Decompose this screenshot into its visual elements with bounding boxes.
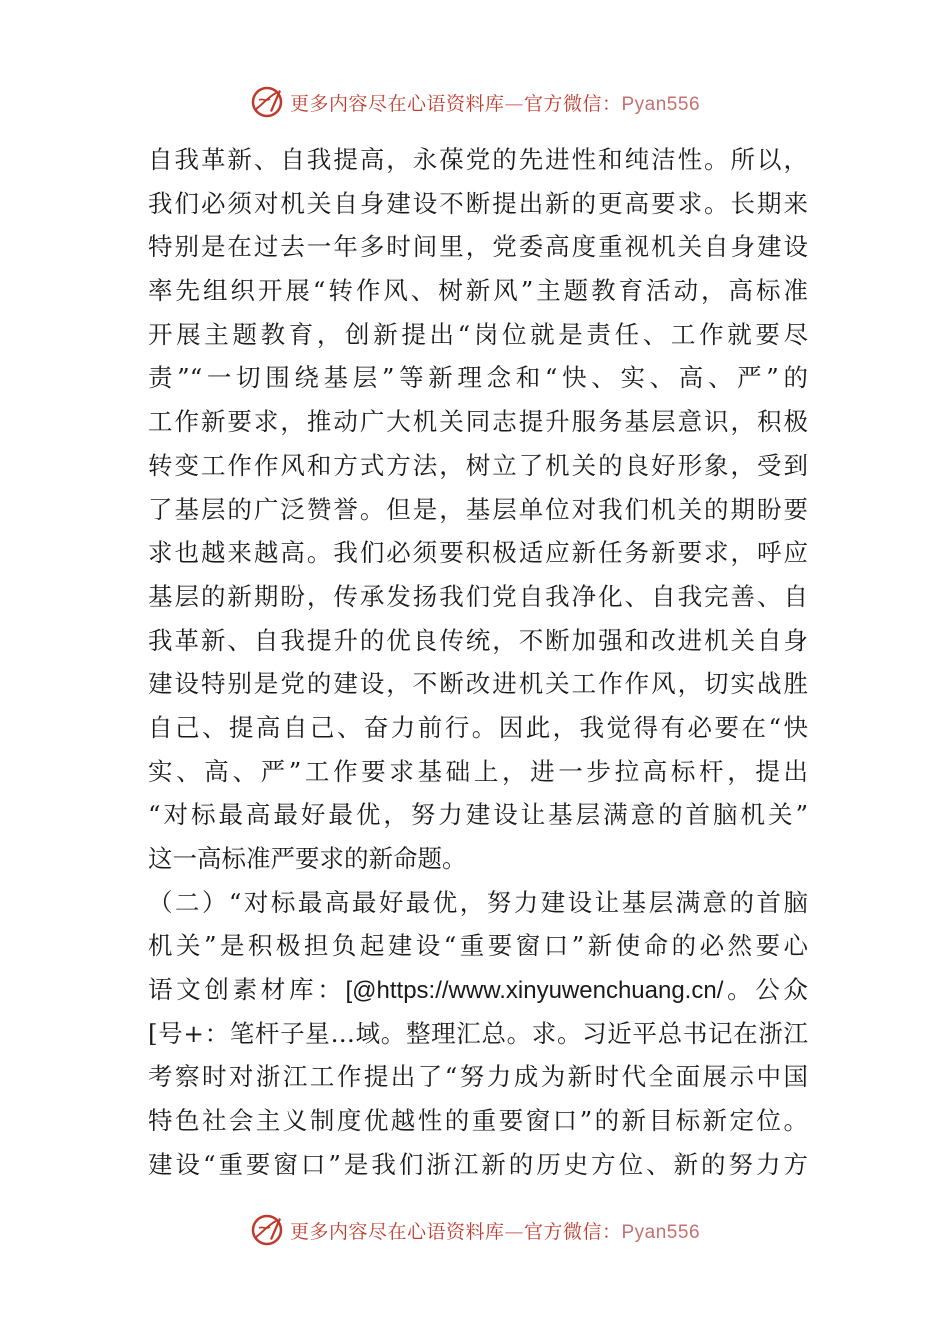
text-line: 考察时对浙江工作提出了“努力成为新时代全面展示中国	[148, 1062, 808, 1092]
text-line: 求也越来越高。我们必须要积极适应新任务新要求，呼应	[148, 538, 808, 568]
banner-wechat-id: Pyan556	[621, 93, 701, 115]
link-prefix: 语文创素材库：	[148, 975, 346, 1005]
banner-dash: —	[504, 92, 524, 115]
text-line: 率先组织开展“转作风、树新风”主题教育活动，高标准	[148, 276, 808, 306]
text-line: 了基层的广泛赞誉。但是，基层单位对我们机关的期盼要	[148, 494, 808, 524]
text-line: 这一高标准严要求的新命题。	[148, 844, 467, 873]
text-line: “对标最高最好最优，努力建设让基层满意的首脑机关”	[148, 800, 808, 830]
banner-official-label: 官方微信：	[523, 92, 622, 115]
text-line: 实、高、严”工作要求基础上，进一步拉高标杆，提出	[148, 756, 808, 786]
text-line: 我革新、自我提升的优良传统，不断加强和改进机关自身	[148, 625, 808, 655]
text-line: 特别是在过去一年多时间里，党委高度重视机关自身建设	[148, 232, 808, 262]
text-line: 建设特别是党的建设，不断改进机关工作作风，切实战胜	[148, 669, 808, 699]
text-line: 我们必须对机关自身建设不断提出新的更高要求。长期来	[148, 188, 808, 218]
link-suffix: 。公众	[723, 975, 809, 1005]
source-link[interactable]: [@https://www.xinyuwenchuang.cn/	[345, 977, 724, 1005]
text-line: 机关”是积极担负起建设“重要窗口”新使命的必然要心	[148, 931, 808, 961]
document-body	[148, 138, 808, 1187]
text-line: 基层的新期盼，传承发扬我们党自我净化、自我完善、自	[148, 581, 808, 611]
text-line: 自己、提高自己、奋力前行。因此，我觉得有必要在“快	[148, 712, 808, 742]
pen-logo-icon	[250, 1213, 284, 1247]
banner-text	[290, 89, 700, 116]
banner-dash: —	[504, 1220, 524, 1243]
banner-official-label: 官方微信：	[523, 1220, 622, 1243]
section-heading-line: （二）“对标最高最好最优，努力建设让基层满意的首脑	[148, 887, 808, 917]
text-line: 责”“一切围绕基层”等新理念和“快、实、高、严”的	[148, 363, 808, 393]
link-line	[148, 968, 808, 1012]
pen-logo-icon	[250, 85, 284, 119]
header-banner	[0, 82, 950, 122]
banner-wechat-id: Pyan556	[621, 1221, 701, 1243]
banner-text	[290, 1217, 700, 1244]
footer-banner	[0, 1210, 950, 1250]
text-line: 特色社会主义制度优越性的重要窗口”的新目标新定位。	[148, 1106, 808, 1136]
text-line: 建设“重要窗口”是我们浙江新的历史方位、新的努力方	[148, 1149, 808, 1179]
text-line: [号+：笔杆子星…域。整理汇总。求。习近平总书记在浙江	[148, 1018, 808, 1048]
text-line: 工作新要求，推动广大机关同志提升服务基层意识，积极	[148, 407, 808, 437]
text-line: 开展主题教育，创新提出“岗位就是责任、工作就要尽	[148, 319, 808, 349]
banner-title: 更多内容尽在心语资料库	[289, 1220, 505, 1243]
banner-title: 更多内容尽在心语资料库	[289, 92, 505, 115]
text-line: 自我革新、自我提高，永葆党的先进性和纯洁性。所以，	[148, 145, 808, 174]
text-line: 转变工作作风和方式方法，树立了机关的良好形象，受到	[148, 450, 808, 480]
